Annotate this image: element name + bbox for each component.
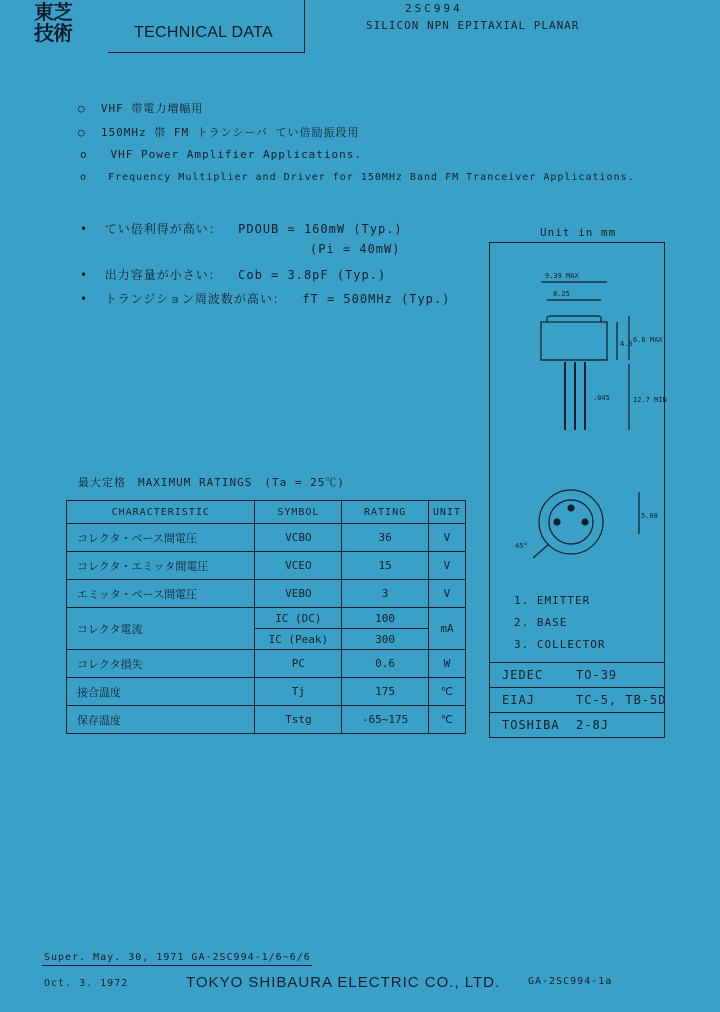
column-header: RATING	[342, 501, 429, 524]
package-standards-table	[489, 662, 665, 738]
bullet: ○	[78, 102, 86, 115]
dim-body-width: 8.25	[553, 290, 570, 298]
feature-value: fT = 500MHz (Typ.)	[302, 292, 451, 306]
rating-cell: 15	[342, 552, 429, 580]
list-item	[78, 100, 203, 116]
table-row	[67, 678, 466, 706]
bullet: •	[80, 222, 89, 236]
unit-cell: W	[428, 650, 465, 678]
dim-tab: 45°	[515, 542, 528, 550]
symbol-cell: IC (Peak)	[255, 629, 342, 650]
pin-hole	[582, 519, 588, 525]
list-item	[78, 124, 360, 140]
unit-cell: V	[428, 524, 465, 552]
characteristic-cell: 接合温度	[67, 678, 255, 706]
can-body	[541, 322, 607, 360]
symbol-cell: Tj	[255, 678, 342, 706]
symbol-cell: PC	[255, 650, 342, 678]
table-header-row	[67, 501, 466, 524]
feature-value: (Pi = 40mW)	[310, 242, 401, 256]
pin-hole	[568, 505, 574, 511]
table-row	[67, 650, 466, 678]
dim-top-width: 9.39 MAX	[545, 272, 579, 280]
characteristic-cell: エミッタ・ベース間電圧	[67, 580, 255, 608]
feature-label: トランジション周波数が高い：	[104, 292, 286, 306]
pin-list	[514, 590, 605, 656]
table-row	[67, 524, 466, 552]
feature-value: Cob = 3.8pF (Typ.)	[238, 268, 387, 282]
dim-pin-circle: 5.08	[641, 512, 658, 520]
supersede-note: Super. May. 30, 1971 GA-2SC994-1/6~6/6	[44, 952, 311, 963]
feature-label: てい倍利得が高い：	[104, 222, 222, 236]
dim-side: 4.6	[620, 340, 633, 348]
column-header: CHARACTERISTIC	[67, 501, 255, 524]
rating-cell: 36	[342, 524, 429, 552]
revision-date: Oct. 3. 1972	[44, 978, 129, 989]
document-code: GA-2SC994-1a	[528, 976, 613, 987]
dim-lead: 12.7 MIN	[633, 396, 667, 404]
characteristic-cell: コレクタ・エミッタ間電圧	[67, 552, 255, 580]
feature-item	[80, 220, 403, 237]
part-number: 2SC994	[405, 2, 463, 15]
list-item	[80, 148, 362, 161]
application-text: 150MHz 帯 FM トランシーバ てい倍励振段用	[100, 126, 360, 139]
standard-row: TOSHIBA 2-8J	[502, 718, 609, 732]
column-header: SYMBOL	[255, 501, 342, 524]
bullet: o	[80, 148, 88, 161]
tab-marker	[533, 544, 549, 558]
can-top	[547, 316, 601, 322]
dim-lead-dia: .045	[593, 394, 610, 402]
application-text: VHF 帯電力増幅用	[100, 102, 204, 115]
rating-cell: 100	[342, 608, 429, 629]
feature-item	[310, 242, 400, 256]
table-row	[67, 706, 466, 734]
symbol-cell: VCBO	[255, 524, 342, 552]
pin-label: 1. EMITTER	[514, 594, 591, 607]
company-name: TOKYO SHIBAURA ELECTRIC CO., LTD.	[186, 974, 501, 991]
bullet: o	[80, 172, 88, 183]
unit-cell: ℃	[428, 678, 465, 706]
rating-cell: 175	[342, 678, 429, 706]
bullet: •	[80, 268, 89, 282]
symbol-cell: VCEO	[255, 552, 342, 580]
application-text: VHF Power Amplifier Applications.	[110, 148, 363, 161]
unit-cell: V	[428, 580, 465, 608]
application-text: Frequency Multiplier and Driver for 150MHz Band FM Tranceiver Applications.	[108, 172, 635, 183]
feature-value: PDOUB = 160mW (Typ.)	[238, 222, 403, 236]
characteristic-cell: コレクタ損失	[67, 650, 255, 678]
bullet: ○	[78, 126, 86, 139]
symbol-cell: Tstg	[255, 706, 342, 734]
characteristic-cell: コレクタ電流	[67, 608, 255, 650]
rating-cell: -65~175	[342, 706, 429, 734]
ratings-title: 最大定格 MAXIMUM RATINGS (Ta = 25℃)	[78, 476, 345, 489]
characteristic-cell: コレクタ・ベース間電圧	[67, 524, 255, 552]
document-title: TECHNICAL DATA	[134, 24, 274, 41]
rating-cell: 3	[342, 580, 429, 608]
toshiba-logo: 東芝 技術	[34, 0, 72, 45]
dim-height: 6.6 MAX	[633, 336, 663, 344]
unit-cell: ℃	[428, 706, 465, 734]
rating-cell: 300	[342, 629, 429, 650]
unit-cell: mA	[428, 608, 465, 650]
table-row	[67, 608, 466, 629]
maximum-ratings-table	[66, 500, 466, 734]
bullet: •	[80, 292, 89, 306]
rating-cell: 0.6	[342, 650, 429, 678]
feature-item	[80, 290, 450, 307]
symbol-cell: IC (DC)	[255, 608, 342, 629]
pin-label: 3. COLLECTOR	[514, 638, 606, 651]
list-item	[80, 172, 635, 183]
symbol-cell: VEBO	[255, 580, 342, 608]
footer-divider	[42, 965, 312, 966]
characteristic-cell: 保存温度	[67, 706, 255, 734]
pin-hole	[554, 519, 560, 525]
pin-label: 2. BASE	[514, 616, 568, 629]
feature-label: 出力容量が小さい：	[104, 268, 222, 282]
feature-item	[80, 266, 386, 283]
standard-row: JEDEC TO-39	[490, 663, 664, 688]
column-header: UNIT	[428, 501, 465, 524]
standard-row: EIAJ TC-5, TB-5D	[490, 688, 664, 713]
table-row	[67, 552, 466, 580]
unit-cell: V	[428, 552, 465, 580]
device-subtitle: SILICON NPN EPITAXIAL PLANAR	[366, 19, 580, 32]
table-row	[67, 580, 466, 608]
unit-label: Unit in mm	[540, 226, 617, 239]
